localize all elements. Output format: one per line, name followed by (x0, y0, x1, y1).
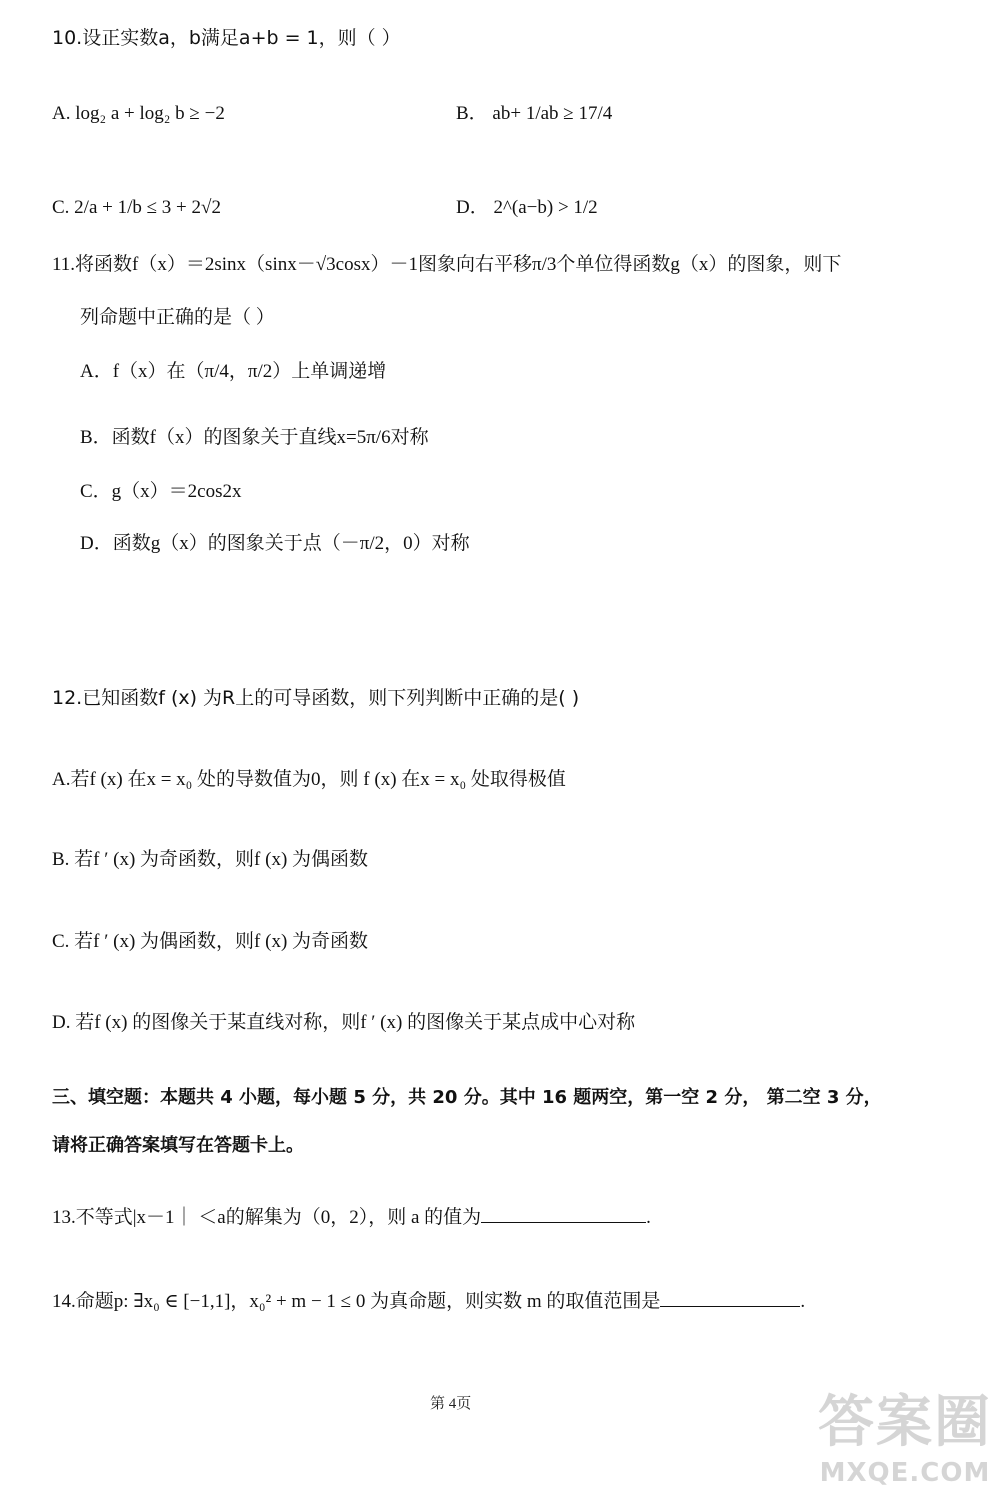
q12-option-c: C. 若f ′ (x) 为偶函数，则f (x) 为奇函数 (52, 931, 369, 952)
q13-text: 13.不等式|x－1｜ ＜a的解集为（0，2），则 a 的值为 (52, 1207, 482, 1228)
q14-answer-blank[interactable] (660, 1288, 800, 1307)
q10-option-a: A. log₂ a + log₂ b ≥ −2 (52, 103, 225, 124)
page-number: 第 4页 (430, 1396, 472, 1412)
q11-stem-line2: 列命题中正确的是（ ） (80, 307, 275, 328)
q13-line (52, 1204, 651, 1230)
q14-line (52, 1288, 805, 1314)
q12-option-a: A.若f (x) 在x = x₀ 处的导数值为0，则 f (x) 在x = x₀ 处取得极值 (52, 769, 566, 790)
q11-option-b: B．函数f（x）的图象关于直线x=5π/6对称 (80, 427, 429, 448)
q10-option-b: B． ab+ 1/ab ≥ 17/4 (456, 103, 613, 124)
q12-stem: 12.已知函数f (x) 为R上的可导函数，则下列判断中正确的是( ) (52, 687, 580, 709)
q10-option-c: C. 2/a + 1/b ≤ 3 + 2√2 (52, 197, 221, 218)
q10-option-d: D． 2^(a−b) > 1/2 (456, 197, 598, 218)
section3-heading-line2: 请将正确答案填写在答题卡上。 (52, 1135, 304, 1156)
q11-stem-line1: 11.将函数f（x）＝2sinx（sinx－√3cosx）－1图象向右平移π/3个单位得函数g（x）的图象，则下 (52, 254, 842, 275)
q13-end: . (646, 1207, 651, 1228)
watermark-logo (818, 1378, 992, 1488)
watermark-line2: MXQE.COM (819, 1458, 991, 1488)
q13-answer-blank[interactable] (481, 1204, 646, 1223)
q11-option-c: C．g（x）＝2cos2x (80, 481, 242, 502)
q11-option-d: D．函数g（x）的图象关于点（－π/2，0）对称 (80, 533, 470, 554)
q11-option-a: A．f（x）在（π/4，π/2）上单调递增 (80, 361, 387, 382)
watermark-line1: 答案圈 (818, 1390, 992, 1455)
q14-end: . (800, 1291, 806, 1312)
q12-option-d: D. 若f (x) 的图像关于某直线对称，则f ′ (x) 的图像关于某点成中心对称 (52, 1012, 636, 1033)
section3-heading-line1: 三、填空题：本题共 4 小题，每小题 5 分，共 20 分。其中 16 题两空，第一空 2 分， 第二空 3 分， (52, 1087, 882, 1108)
q10-stem: 10.设正实数a，b满足a+b = 1，则（ ） (52, 27, 401, 49)
q12-option-b: B. 若f ′ (x) 为奇函数，则f (x) 为偶函数 (52, 849, 369, 870)
q14-text: 14.命题p: ∃x₀ ∈ [−1,1]，x₀² + m − 1 ≤ 0 为真命题，则实数 m 的取值范围是 (52, 1291, 661, 1312)
